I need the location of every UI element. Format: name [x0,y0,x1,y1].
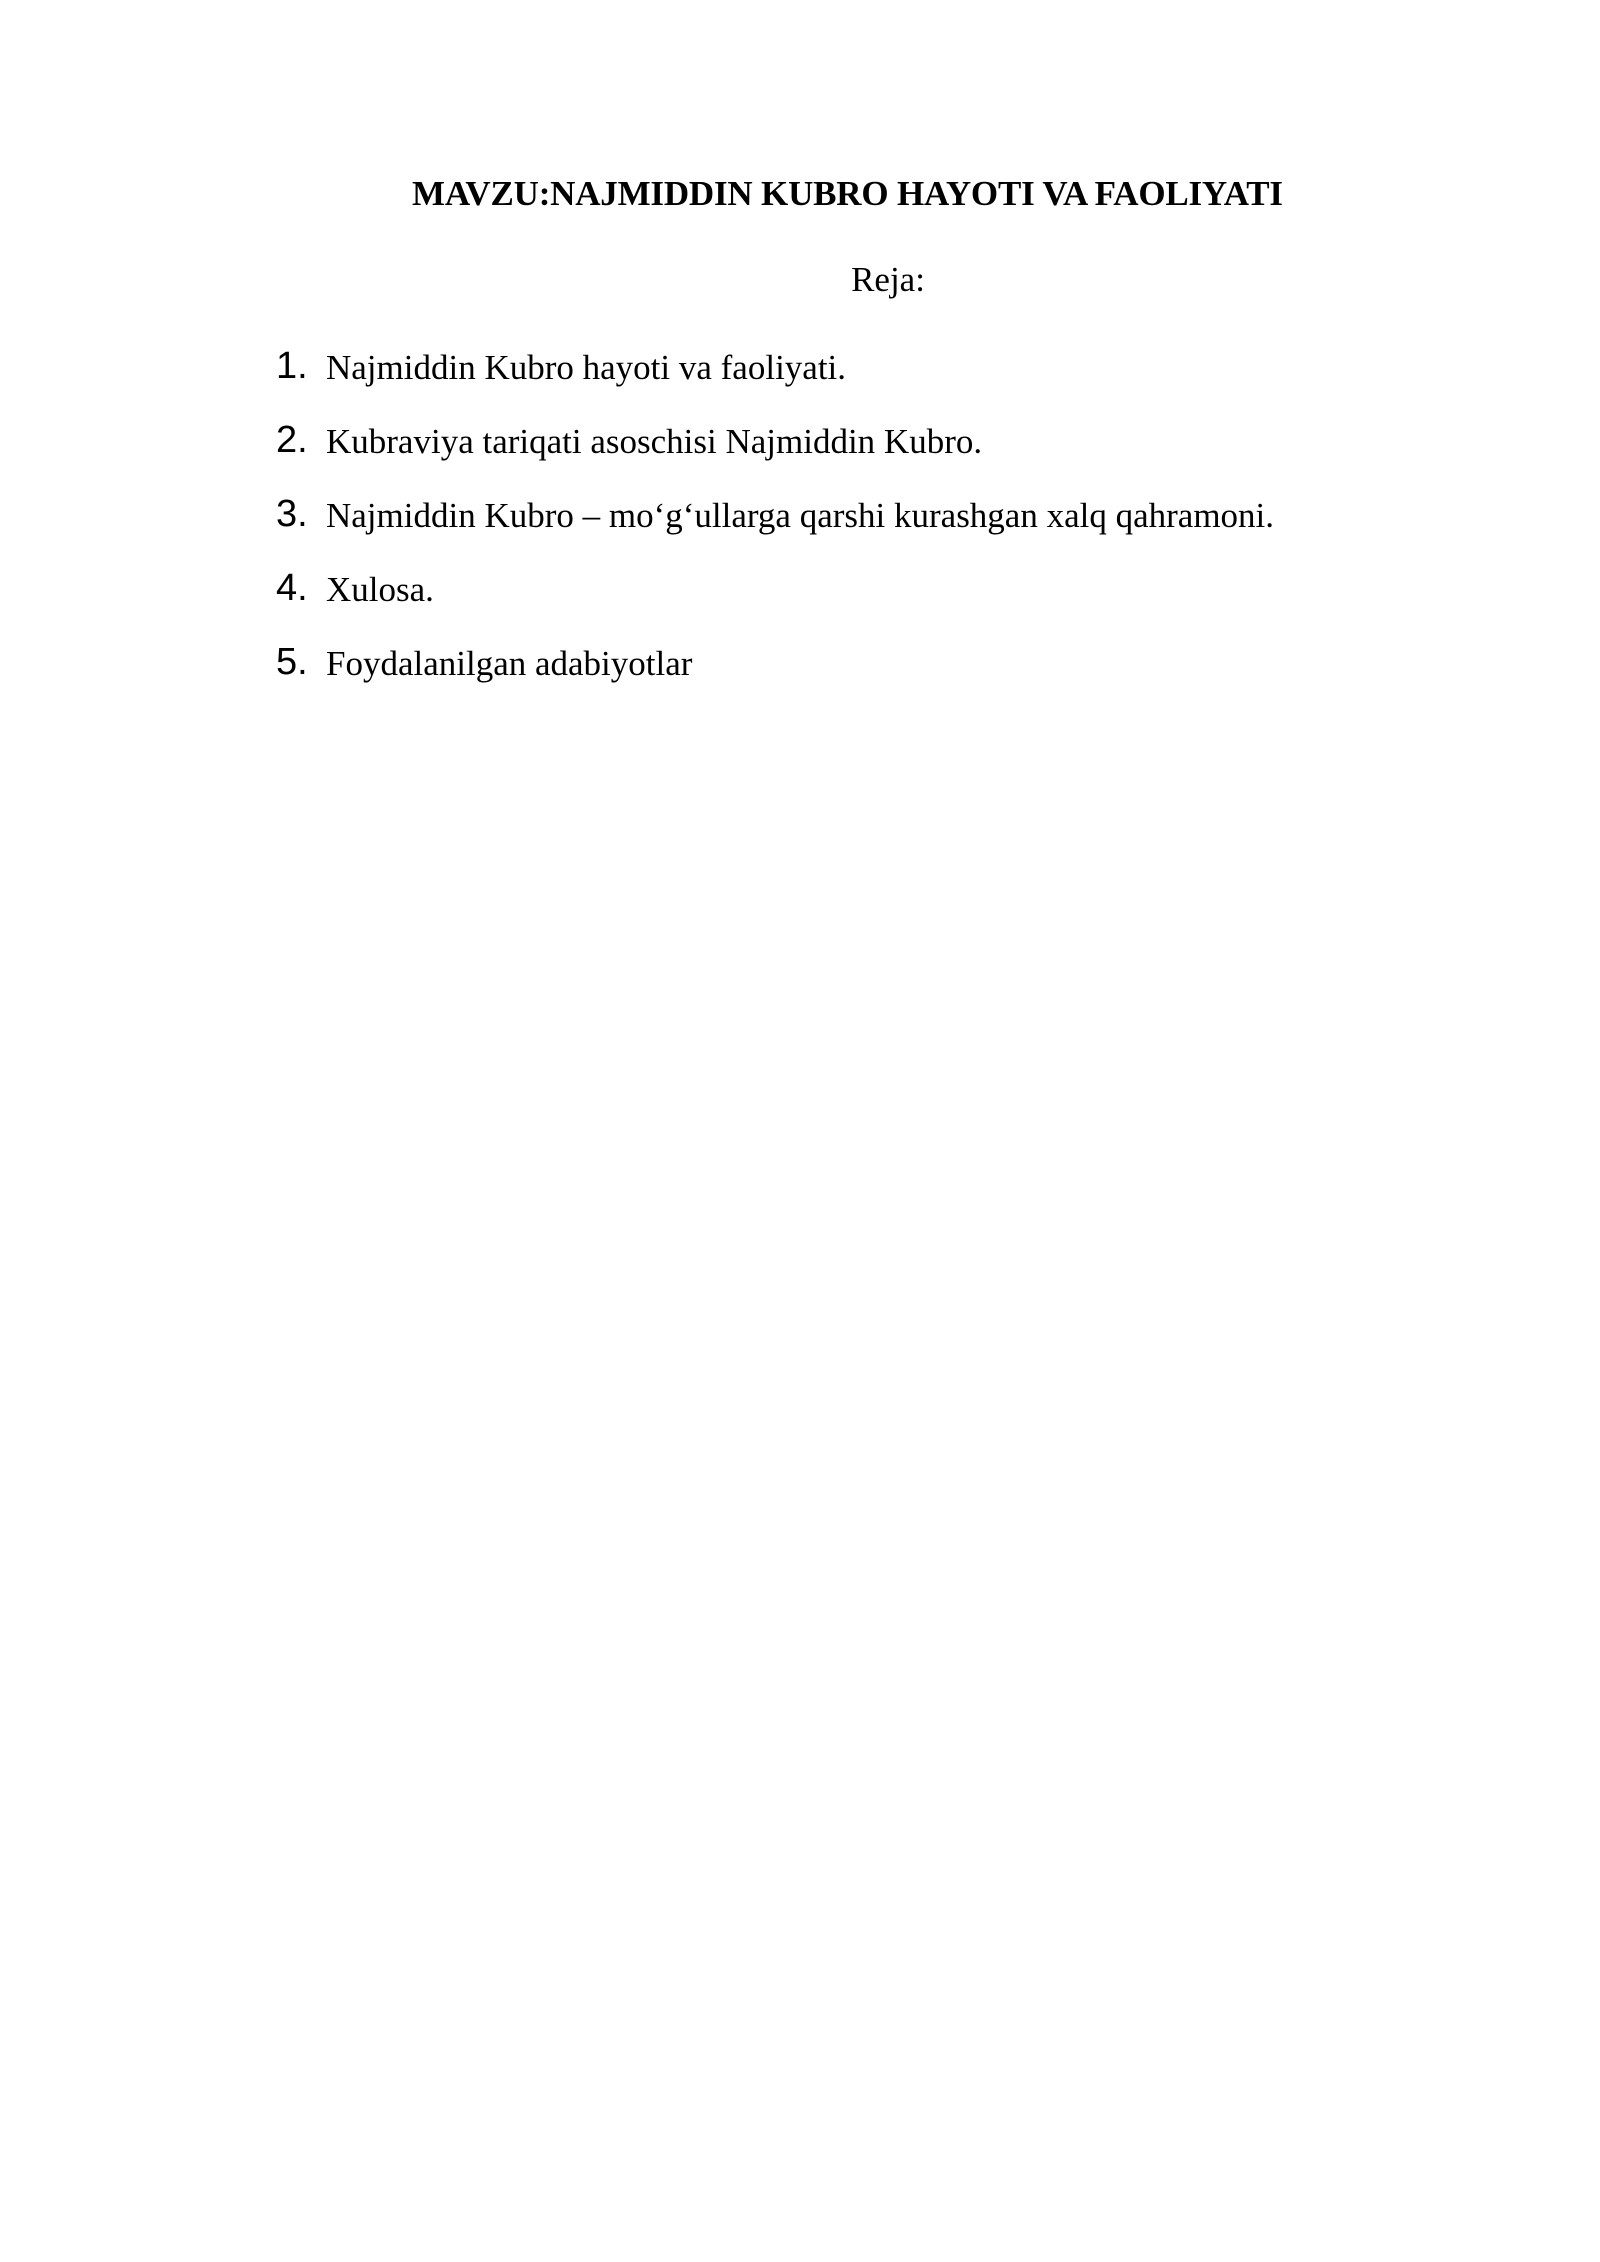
list-item [0,488,1600,540]
list-item-text: Xulosa. [326,570,434,609]
list-item [0,636,1600,688]
list-item-number: 5. [276,641,308,683]
list-item-number: 3. [276,493,308,535]
list-item [0,562,1600,614]
list-item-number: 2. [276,419,308,461]
list-item-text: Kubraviya tariqati asoschisi Najmiddin Kubro. [326,422,983,461]
list-item-number: 4. [276,567,308,609]
list-item-text: Najmiddin Kubro – mo‘g‘ullarga qarshi kurashgan xalq qahramoni. [326,496,1275,535]
list-item-text: Foydalanilgan adabiyotlar [326,644,693,683]
page-title: MAVZU:NAJMIDDIN KUBRO HAYOTI VA FAOLIYATI [412,174,1283,213]
list-item-number: 1. [276,345,308,387]
list-item [0,340,1600,392]
list-item-text: Najmiddin Kubro hayoti va faoliyati. [326,348,847,387]
plan-heading: Reja: [851,260,925,299]
list-item [0,414,1600,466]
